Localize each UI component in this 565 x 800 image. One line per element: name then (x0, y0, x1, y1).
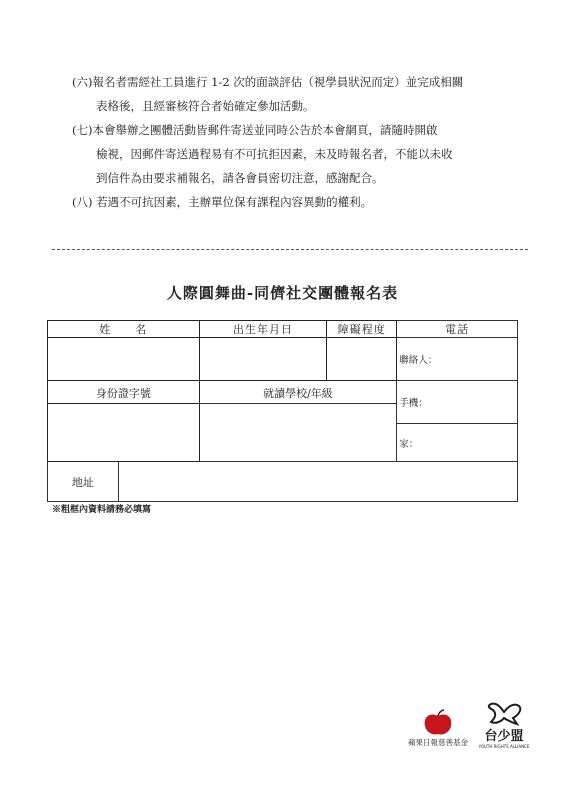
contact-field[interactable]: 聯絡人： (397, 338, 518, 381)
notes-section (72, 70, 532, 214)
note-seven (72, 118, 532, 190)
address-field[interactable] (118, 462, 517, 502)
note-seven-line1: (七)本會舉辦之團體活動皆郵件寄送並同時公告於本會網頁，請隨時開啟 (72, 123, 438, 137)
note-seven-line2: 檢視，因郵件寄送過程易有不可抗拒因素，未及時報名者，不能以未收 (96, 147, 453, 161)
home-phone-field[interactable]: 家： (397, 424, 518, 462)
apple-daily-foundation-logo (408, 708, 468, 750)
note-six-line2: 表格後，且經審核符合者始確定參加活動。 (96, 99, 315, 113)
youth-rights-logo-text: 台少盟 (484, 729, 524, 744)
note-six-line1: (六)報名者需經社工員進行 1-2 次的面談評估（視學員狀況而定）並完成相關 (72, 75, 464, 89)
note-seven-line3: 到信件為由要求補報名，請各會員密切注意，感謝配合。 (96, 171, 384, 185)
name-field[interactable] (48, 338, 200, 381)
school-header: 就讀學校/年級 (199, 381, 397, 404)
cut-line (52, 249, 528, 250)
note-eight (72, 190, 532, 214)
birth-field[interactable] (199, 338, 327, 381)
registration-form (47, 320, 518, 502)
birth-header: 出生年月日 (199, 321, 327, 338)
school-field[interactable] (199, 404, 397, 462)
apple-daily-logo-text: 蘋果日報慈善基金 (408, 738, 468, 747)
required-remark: ※粗框內資料請務必填寫 (52, 505, 152, 515)
address-label: 地址 (48, 462, 119, 502)
youth-rights-logo-subtext: YOUTH RIGHTS ALLIANCE (478, 744, 530, 749)
id-header: 身份證字號 (48, 381, 200, 404)
disability-header: 障礙程度 (327, 321, 397, 338)
form-title: 人際圓舞曲-同儕社交團體報名表 (166, 284, 399, 302)
youth-rights-alliance-logo (477, 700, 531, 750)
note-eight-line1: (八) 若遇不可抗因素，主辦單位保有課程內容異動的權利。 (72, 195, 373, 209)
mobile-field[interactable]: 手機： (397, 381, 518, 424)
note-six (72, 70, 532, 118)
disability-field[interactable] (327, 338, 397, 381)
id-field[interactable] (48, 404, 200, 462)
phone-header: 電話 (397, 321, 518, 338)
name-header: 姓 名 (48, 321, 200, 338)
